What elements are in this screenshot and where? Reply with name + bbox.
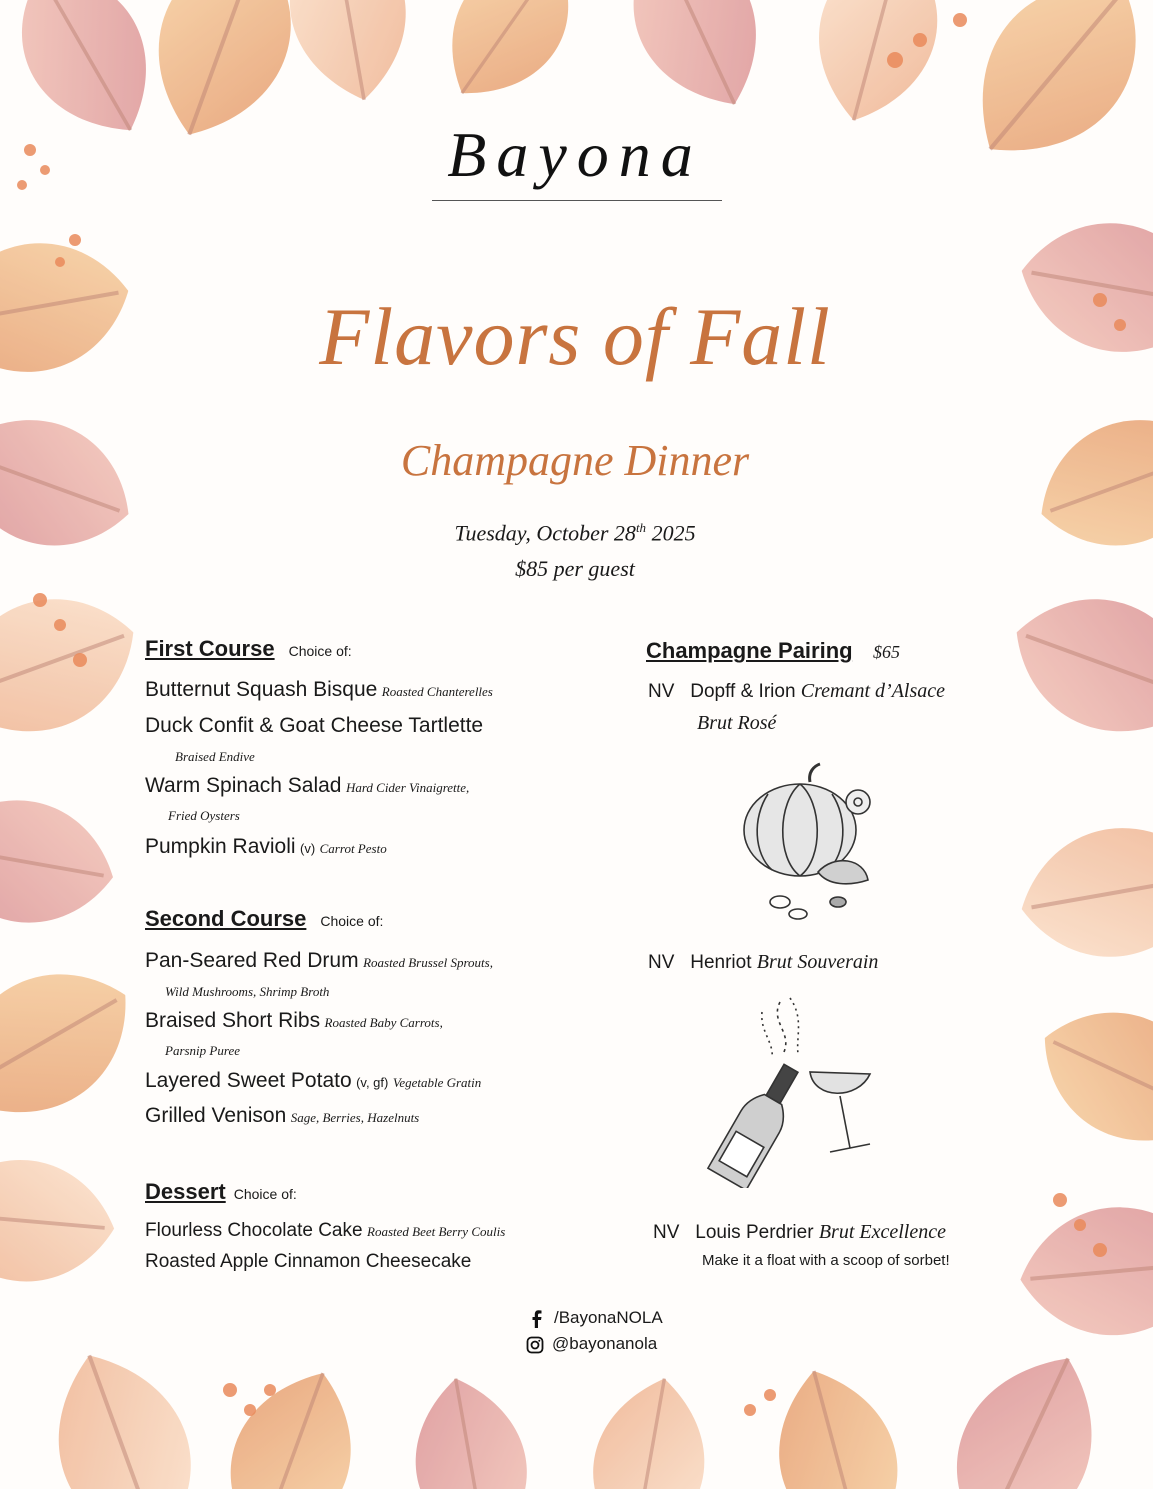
champagne-bottle-illustration xyxy=(700,992,890,1188)
menu-item-note: Roasted Baby Carrots, xyxy=(324,1015,443,1030)
menu-item-tag: (v, gf) xyxy=(356,1075,389,1090)
pumpkin-illustration xyxy=(738,762,888,932)
menu-item-name: Pumpkin Ravioli xyxy=(145,835,296,858)
menu-item-note: Roasted Chanterelles xyxy=(381,684,493,699)
pairing-price: $65 xyxy=(873,642,901,662)
logo-underline xyxy=(432,200,722,201)
menu-item-note: Braised Endive xyxy=(175,749,255,764)
wine-item xyxy=(653,1221,946,1244)
menu-item-name: Braised Short Ribs xyxy=(145,1009,321,1032)
wine-producer: Henriot xyxy=(690,952,752,973)
wine-producer: Dopff & Irion xyxy=(690,681,796,702)
facebook-handle: /BayonaNOLA xyxy=(554,1308,663,1327)
event-year: 2025 xyxy=(651,520,696,546)
menu-item xyxy=(145,678,493,702)
menu-item-name: Warm Spinach Salad xyxy=(145,774,342,797)
menu-item-tag: (v) xyxy=(300,841,316,856)
menu-item-name: Roasted Apple Cinnamon Cheesecake xyxy=(145,1251,472,1272)
menu-item xyxy=(145,1220,505,1242)
menu-item-note: Sage, Berries, Hazelnuts xyxy=(290,1110,420,1125)
menu-item-name: Pan-Seared Red Drum xyxy=(145,949,359,972)
wine-name: Brut Souverain xyxy=(756,951,879,973)
second-course-heading: Second Course xyxy=(145,906,307,931)
wine-producer: Louis Perdrier xyxy=(695,1222,814,1243)
wine-vintage: NV xyxy=(648,952,675,973)
wine-vintage: NV xyxy=(648,681,675,702)
menu-item xyxy=(145,1009,443,1033)
second-course-header xyxy=(145,906,383,932)
event-date-main: Tuesday, October 28 xyxy=(454,520,636,546)
menu-item-note: Vegetable Gratin xyxy=(392,1075,482,1090)
facebook-icon xyxy=(528,1310,546,1328)
first-course-header xyxy=(145,636,352,662)
instagram-handle: @bayonanola xyxy=(552,1334,658,1353)
first-course-choice: Choice of: xyxy=(288,643,352,659)
second-course-choice: Choice of: xyxy=(320,913,384,929)
menu-item-note: Roasted Brussel Sprouts, xyxy=(363,955,493,970)
dessert-heading: Dessert xyxy=(145,1179,226,1204)
wine-name: Brut Rosé xyxy=(697,712,777,734)
menu-item-name: Layered Sweet Potato xyxy=(145,1069,352,1092)
first-course-heading: First Course xyxy=(145,636,275,661)
menu-item xyxy=(145,774,469,798)
menu-item-note: Hard Cider Vinaigrette, xyxy=(345,780,470,795)
bayona-logo: Bayona xyxy=(447,119,703,190)
wine-item xyxy=(648,680,945,703)
menu-item-note: Fried Oysters xyxy=(168,808,240,823)
instagram-icon xyxy=(526,1336,544,1354)
menu-item-note: Roasted Beet Berry Coulis xyxy=(367,1224,506,1239)
dessert-header xyxy=(145,1179,297,1205)
menu-item xyxy=(145,835,387,859)
menu-item-name: Flourless Chocolate Cake xyxy=(145,1220,363,1241)
dessert-choice: Choice of: xyxy=(233,1186,297,1202)
menu-item-note: Wild Mushrooms, Shrimp Broth xyxy=(165,984,330,999)
facebook-link[interactable] xyxy=(528,1308,663,1328)
wine-name: Brut Excellence xyxy=(818,1221,946,1243)
wine-name-line2 xyxy=(697,712,776,735)
event-date xyxy=(350,520,800,546)
page-subtitle: Champagne Dinner xyxy=(400,436,750,485)
event-price: $85 per guest xyxy=(515,556,635,581)
menu-item xyxy=(145,1251,471,1273)
wine-vintage: NV xyxy=(653,1222,680,1243)
pairing-heading: Champagne Pairing xyxy=(646,638,853,663)
wine-note: Make it a float with a scoop of sorbet! xyxy=(702,1252,950,1269)
page-title: Flavors of Fall xyxy=(319,291,831,382)
menu-item-note: Carrot Pesto xyxy=(319,841,387,856)
event-date-suffix: th xyxy=(635,520,647,535)
menu-item xyxy=(145,1069,481,1093)
pairing-header xyxy=(646,638,900,664)
menu-item-name: Butternut Squash Bisque xyxy=(145,678,378,701)
menu-item xyxy=(145,1104,419,1128)
instagram-link[interactable] xyxy=(526,1334,657,1354)
menu-item-note: Parsnip Puree xyxy=(165,1043,240,1058)
menu-item-name: Duck Confit & Goat Cheese Tartlette xyxy=(145,714,484,737)
menu-item xyxy=(145,949,493,973)
wine-name: Cremant d’Alsace xyxy=(800,680,946,702)
menu-item-name: Grilled Venison xyxy=(145,1104,287,1127)
menu-item xyxy=(145,714,483,738)
wine-item xyxy=(648,951,878,974)
